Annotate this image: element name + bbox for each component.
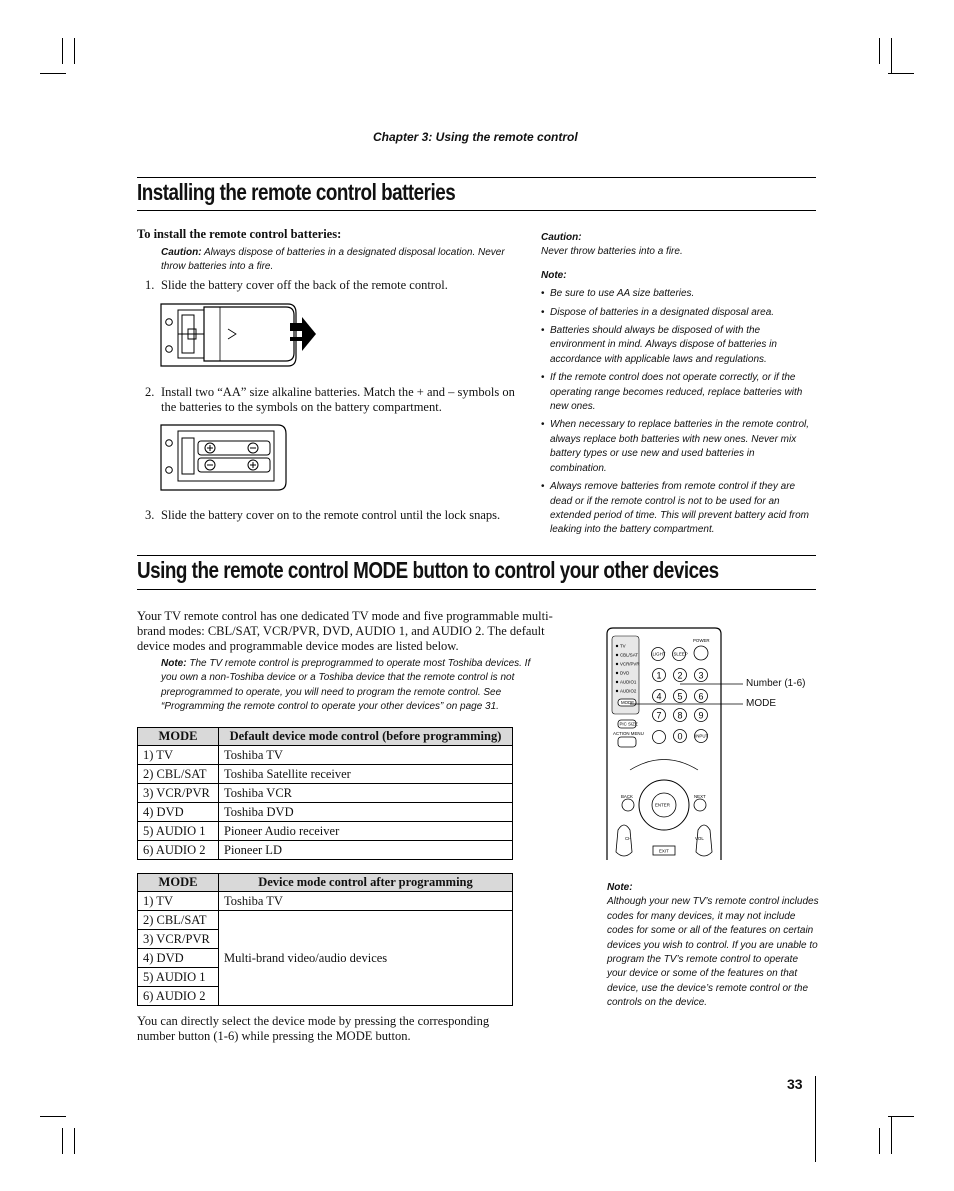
section-title: Using the remote control MODE button to control your other devices [137,557,719,583]
caution-note [161,246,523,275]
back-label: BACK [621,794,633,799]
crop-mark [40,73,66,74]
mode-label-audio1: AUDIO1 [620,679,637,685]
caution-label: Caution: [161,247,202,258]
digit-5: 5 [677,691,683,702]
mode-cell: 1) TV [138,892,219,911]
digit-1: 1 [656,670,662,681]
mode-label-tv: TV [620,643,626,649]
note-bullet: • If the remote control does not operate correctly, or if the operating range becomes reduced, replace batteries with new ones. [541,371,811,414]
table-row [138,803,513,822]
note-bullet: • When necessary to replace batteries in the remote control, always replace both batteries with new ones. Never mix battery types or use new and used batteries in combination. [541,418,811,476]
digit-0: 0 [677,731,683,742]
mode-cell: 6) AUDIO 2 [138,987,219,1006]
table-row [138,765,513,784]
device-cell: Toshiba TV [219,746,513,765]
battery-cover-illustration [160,301,320,369]
mode-cell: 1) TV [138,746,219,765]
crop-mark [62,38,63,64]
mode-cell: 4) DVD [138,949,219,968]
power-label: POWER [693,638,710,643]
section-rule [137,589,816,590]
caution-label: Caution: [541,232,582,243]
sidebar-caution-note [541,231,811,542]
mode-cell: 3) VCR/PVR [138,930,219,949]
table-row [138,892,513,911]
enter-label: ENTER [655,802,670,808]
ch-label: CH [625,836,632,841]
digit-2: 2 [677,670,683,681]
digit-7: 7 [656,710,662,721]
mode-label-cbl: CBL/SAT [620,652,638,658]
device-cell: Toshiba VCR [219,784,513,803]
note-label: Note: [607,882,633,893]
crop-mark [879,38,880,64]
note-bullet: • Always remove batteries from remote control if they are dead or if the remote control is not to be used for an extended period of time. This will prevent battery acid from leaking into the battery compartment. [541,480,811,538]
step-text: Slide the battery cover off the back of the remote control. [161,278,448,292]
mode-cell: 2) CBL/SAT [138,765,219,784]
sleep-label: SLEEP [673,651,688,657]
outro-paragraph: You can directly select the device mode by pressing the corresponding number button (1-6) while pressing the MODE button. [137,1014,490,1043]
next-label: NEXT [694,794,706,799]
digit-3: 3 [698,670,704,681]
input-label: INPUT [695,733,709,739]
mode-label-vcr: VCR/PVR [620,661,640,667]
step-number: 1. [145,278,155,292]
mode-label-audio2: AUDIO2 [620,688,637,694]
step-number: 2. [145,385,155,399]
section-rule [137,177,816,178]
default-mode-table [137,727,513,860]
mode-cell: 5) AUDIO 1 [138,968,219,987]
table-header-row [138,728,513,746]
mode-cell: 6) AUDIO 2 [138,841,219,860]
note-label: Note: [161,658,187,669]
caution-text: Never throw batteries into a fire. [541,246,683,258]
note-text: The TV remote control is preprogrammed to operate most Toshiba devices. If you own a non-Toshiba device or a Toshiba device that the remote control is not preprogrammed to operate, you will need to program the remote control. See “Programming the remote control to operate your other devices” on page 31. [161,658,531,712]
mode-button-label: MODE [621,700,635,705]
step-text: Install two “AA” size alkaline batteries. Match the + and – symbols on the batteries to the symbols on the battery compartment. [161,385,515,414]
footer-rule [815,1076,816,1162]
device-cell: Toshiba TV [219,892,513,911]
table-row [138,911,513,930]
mode-cell: 4) DVD [138,803,219,822]
action-menu-label: ACTION MENU [613,731,644,736]
note-text: Although your new TV’s remote control includes codes for many devices, it may not include codes for some or all of the features on certain devices you wish to control. If you are unable to program the TV’s remote control to operate your device or some of the features on that device, use the device’s remote control or the controls on the device. [607,896,819,1009]
table-row [138,822,513,841]
callout-lines [630,680,750,710]
crop-mark [62,1128,63,1154]
section-title: Installing the remote control batteries [137,179,456,205]
digit-8: 8 [677,710,683,721]
step-1 [145,278,525,293]
table-row [138,746,513,765]
battery-install-illustration [160,422,292,494]
step-2 [145,385,525,415]
note-bullet: • Batteries should always be disposed of with the environment in mind. Always dispose of batteries in accordance with applicable laws and regulations. [541,324,811,367]
table-row [138,784,513,803]
device-cell: Pioneer Audio receiver [219,822,513,841]
remote-control-illustration [600,624,726,862]
device-cell: Pioneer LD [219,841,513,860]
exit-label: EXIT [659,848,669,854]
mode-cell: 5) AUDIO 1 [138,822,219,841]
light-label: LIGHT [652,651,666,657]
device-cell: Toshiba Satellite receiver [219,765,513,784]
page-number: 33 [787,1076,803,1092]
step-3 [145,508,525,523]
pic-size-label: PIC SIZE [619,721,638,727]
digit-4: 4 [656,691,662,702]
programming-note [161,657,531,714]
intro-paragraph: Your TV remote control has one dedicated TV mode and five programmable multi-brand modes: CBL/SAT, VCR/PVR, DVD, AUDIO 1, and AUDIO 2. The default device modes and programmable device modes are listed below. [137,609,553,653]
digit-6: 6 [698,691,704,702]
crop-mark [891,1116,892,1154]
subheading: To install the remote control batteries: [137,227,342,241]
note-bullet: • Dispose of batteries in a designated disposal area. [541,306,811,320]
device-cell: Toshiba DVD [219,803,513,822]
programmed-mode-table [137,873,513,1006]
column-header: Device mode control after programming [219,874,513,892]
caution-text: Always dispose of batteries in a designated disposal location. Never throw batteries into a fire. [161,247,505,273]
mode-label-dvd: DVD [620,670,630,676]
crop-mark [74,38,75,64]
step-number: 3. [145,508,155,522]
mode-cell: 3) VCR/PVR [138,784,219,803]
sidebar-device-note [607,881,819,1011]
column-header: MODE [138,728,219,746]
vol-label: VOL [695,836,704,841]
crop-mark [879,1128,880,1154]
section-rule [137,210,816,211]
chapter-header: Chapter 3: Using the remote control [373,130,578,144]
step-text: Slide the battery cover on to the remote control until the lock snaps. [161,508,501,522]
column-header: Default device mode control (before programming) [219,728,513,746]
section-rule [137,555,816,556]
table-row [138,841,513,860]
mode-cell: 2) CBL/SAT [138,911,219,930]
crop-mark [74,1128,75,1154]
note-bullet: • Be sure to use AA size batteries. [541,287,811,301]
crop-mark [40,1116,66,1117]
column-header: MODE [138,874,219,892]
table-header-row [138,874,513,892]
digit-9: 9 [698,710,704,721]
callout-mode: MODE [746,698,776,709]
crop-mark [891,38,892,74]
merged-device-cell: Multi-brand video/audio devices [219,911,513,1006]
callout-number: Number (1-6) [746,678,806,689]
note-label: Note: [541,269,567,281]
